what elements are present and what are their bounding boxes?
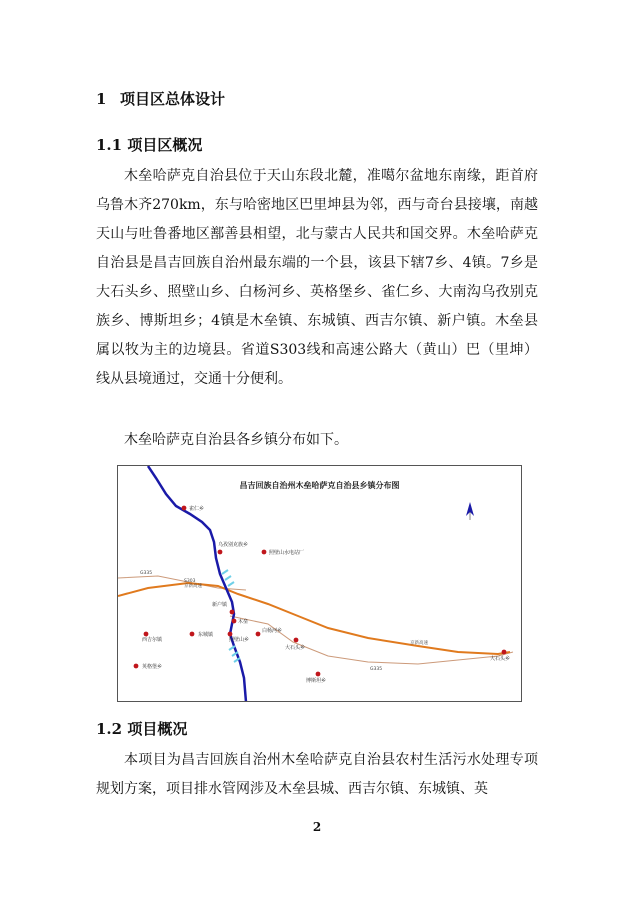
section-heading (96, 88, 225, 109)
map-road-label: G335 (370, 667, 383, 672)
town-dot (262, 550, 267, 555)
map-place-label: 东城镇 (198, 632, 214, 638)
map-intro-paragraph: 木垒哈萨克自治县各乡镇分布如下。 (124, 432, 348, 448)
map-road-label: G335 (140, 571, 153, 576)
town-dot (134, 664, 139, 669)
map-place-label: 白杨河乡 (262, 628, 283, 634)
map-place-label: 雀仁乡 (189, 506, 205, 512)
map-place-label: 乌孜别克族乡 (218, 542, 249, 548)
town-dot (230, 610, 235, 615)
expressway (118, 583, 510, 654)
map-graphic (118, 466, 522, 702)
map-place-label: 西吉尔镇 (142, 637, 163, 643)
town-dot (256, 632, 261, 637)
minor-road-lower (230, 616, 513, 664)
section-title: 项目区总体设计 (120, 90, 226, 108)
town-dot (190, 632, 195, 637)
subsection-heading-1-1: 1.1 项目区概况 (96, 136, 203, 154)
map-place-label: 大石头乡 (490, 656, 511, 662)
map-place-label: 照壁山水电站厂 (269, 550, 305, 556)
map-place-label: 博斯坦乡 (306, 678, 327, 684)
map-title: 昌吉回族自治州木垒哈萨克自治县乡镇分布图 (239, 480, 400, 490)
map-place-label: 新户镇 (212, 602, 228, 608)
map-road-label: 京新高速 (184, 584, 202, 589)
page-number: 2 (312, 820, 322, 834)
map-place-label: 照壁山乡 (229, 637, 250, 643)
town-dot (232, 619, 237, 624)
map-road-label: 京新高速 (410, 641, 428, 646)
map-road-label: S303 (184, 579, 196, 584)
project-overview-paragraph: 本项目为昌吉回族自治州木垒哈萨克自治县农村生活污水处理专项规划方案，项目排水管网涉及木垒县城、西吉尔镇、东城镇、英 (96, 752, 538, 797)
town-dot (228, 632, 233, 637)
map-place-label: 大石头乡 (285, 645, 306, 651)
town-dot (218, 550, 223, 555)
section-number: 1 (96, 90, 107, 108)
township-map (117, 465, 522, 702)
town-dot (502, 650, 507, 655)
overview-paragraph: 木垒哈萨克自治县位于天山东段北麓，准噶尔盆地东南缘，距首府乌鲁木齐270km，东与哈密地区巴里坤县为邻，西与奇台县接壤，南越天山与吐鲁番地区鄯善县相望，北与蒙古人民共和国交界。木垒哈萨克自治县是昌吉回族自治州最东端的一个县，该县下辖7乡、4镇。7乡是大石头乡、照壁山乡、白杨河乡、英格堡乡、雀仁乡、大南沟乌孜别克族乡、博斯坦乡；4镇是木垒镇、东城镇、西吉尔镇、新户镇。木垒县属以牧为主的边境县。省道S303线和高速公路大（黄山）巴（里坤）线从县境通过，交通十分便利。 (96, 168, 538, 387)
north-arrow-icon (466, 502, 474, 520)
town-dot (294, 638, 299, 643)
map-place-label: 木垒 (238, 619, 249, 625)
town-dot (182, 506, 187, 511)
subsection-heading-1-2: 1.2 项目概况 (96, 720, 188, 738)
map-place-label: 英格堡乡 (142, 664, 163, 670)
town-dot (144, 632, 149, 637)
town-dot (316, 672, 321, 677)
